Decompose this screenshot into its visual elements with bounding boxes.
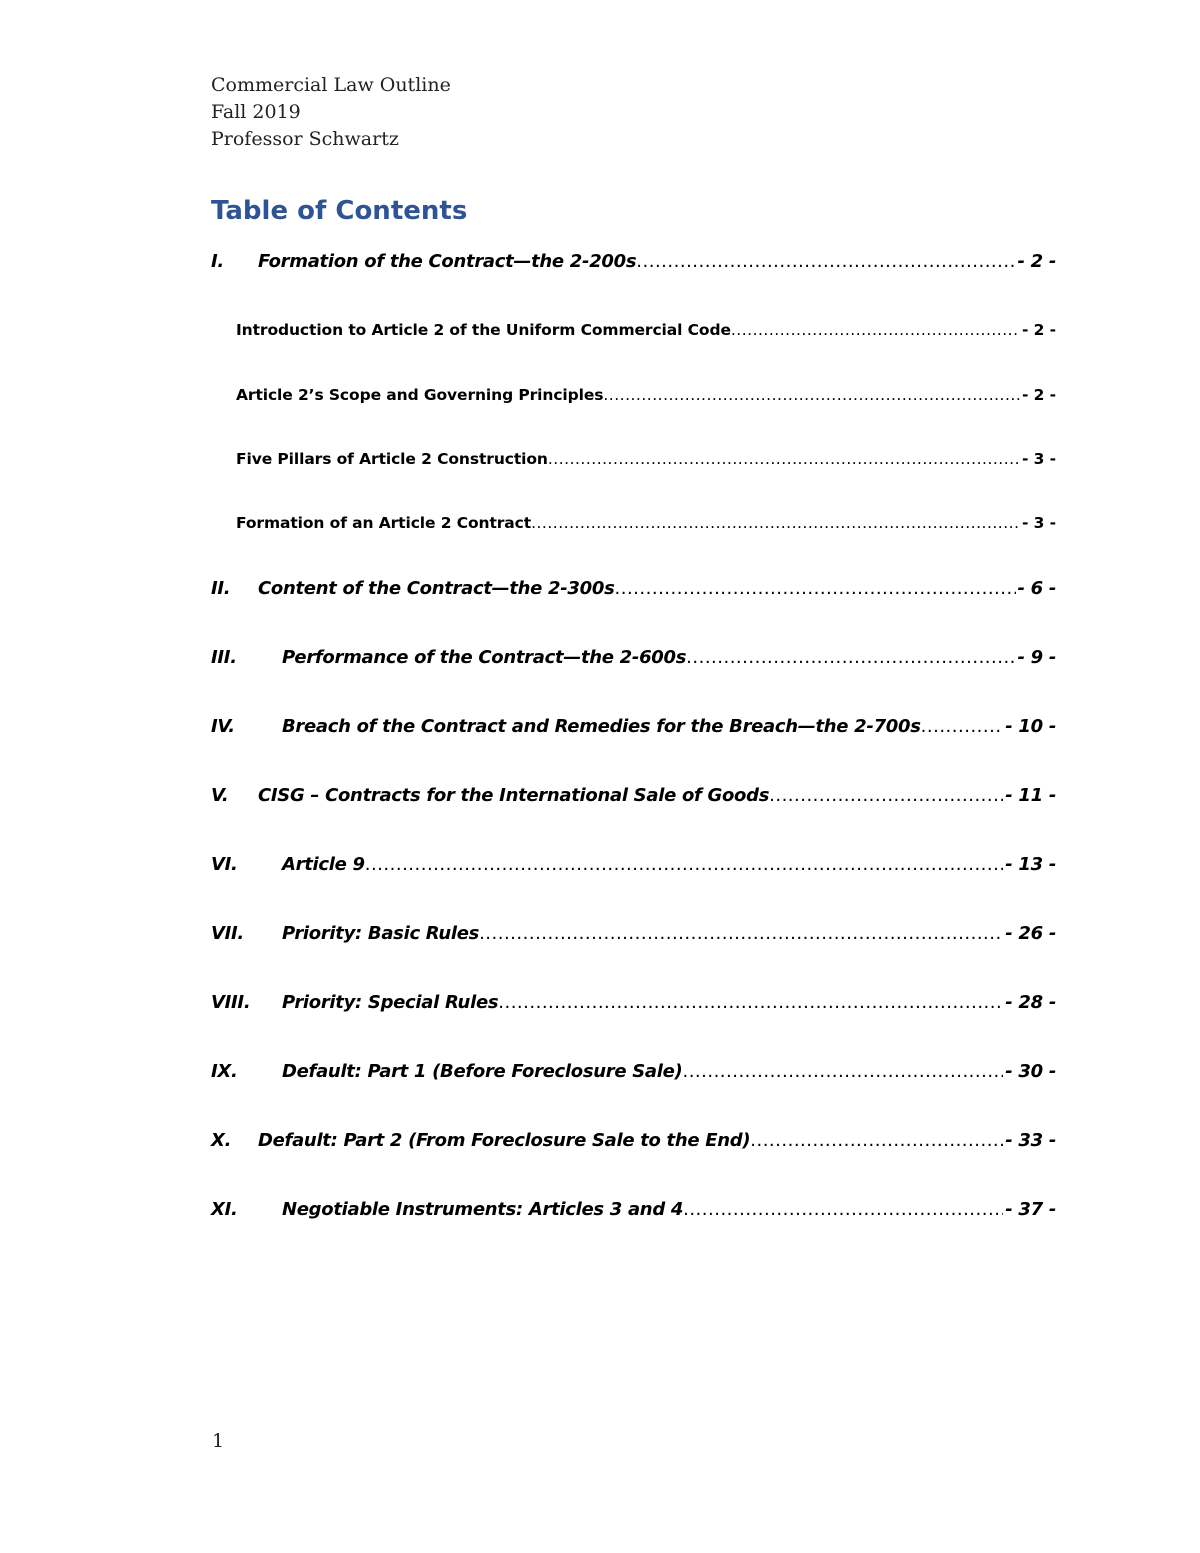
toc-entry-number: VI.: [211, 854, 238, 875]
dot-leader: [769, 785, 1003, 806]
toc-subentry[interactable]: [236, 386, 1056, 404]
toc-entry[interactable]: [211, 854, 1056, 875]
toc-entry-page: - 11 -: [1005, 785, 1056, 806]
dot-leader: [682, 1061, 1003, 1082]
dot-leader: [636, 251, 1015, 272]
toc-entry-number: I.: [211, 251, 224, 272]
toc-entry-title: Default: Part 1 (Before Foreclosure Sale): [282, 1061, 683, 1082]
dot-leader: [548, 450, 1020, 468]
toc-entry[interactable]: [211, 578, 1056, 599]
toc-subentry[interactable]: [236, 321, 1056, 339]
toc-entry-title: Default: Part 2 (From Foreclosure Sale to the End): [258, 1130, 751, 1151]
dot-leader: [615, 578, 1016, 599]
toc-entry[interactable]: [211, 647, 1056, 668]
term: Fall 2019: [211, 101, 301, 123]
toc-subentry[interactable]: [236, 450, 1056, 468]
toc-entry-page: - 9 -: [1017, 647, 1056, 668]
dot-leader: [750, 1130, 1003, 1151]
toc-entry-number: X.: [211, 1130, 232, 1151]
dot-leader: [731, 321, 1020, 339]
toc-entry[interactable]: [211, 923, 1056, 944]
toc-entry[interactable]: [211, 251, 1056, 272]
dot-leader: [683, 1199, 1003, 1220]
toc-entry-page: - 30 -: [1005, 1061, 1056, 1082]
course-title: Commercial Law Outline: [211, 74, 451, 96]
toc-entry[interactable]: [211, 1199, 1056, 1220]
toc-entry-page: - 3 -: [1022, 450, 1056, 468]
toc-entry-number: III.: [211, 647, 237, 668]
toc-entry-number: V.: [211, 785, 229, 806]
toc-entry-page: - 26 -: [1005, 923, 1056, 944]
dot-leader: [498, 992, 1003, 1013]
dot-leader: [479, 923, 1003, 944]
toc-entry-title: Performance of the Contract—the 2-600s: [282, 647, 687, 668]
page-number: 1: [212, 1430, 225, 1452]
dot-leader: [365, 854, 1004, 875]
toc-entry-page: - 2 -: [1017, 251, 1056, 272]
toc-entry[interactable]: [211, 1061, 1056, 1082]
toc-heading: Table of Contents: [211, 196, 468, 226]
dot-leader: [531, 514, 1020, 532]
toc-entry-page: - 2 -: [1022, 386, 1056, 404]
toc-entry-title: Priority: Basic Rules: [282, 923, 480, 944]
dot-leader: [686, 647, 1015, 668]
toc-entry-title: Breach of the Contract and Remedies for the Breach—the 2-700s: [282, 716, 921, 737]
toc-entry-page: - 10 -: [1005, 716, 1056, 737]
toc-subentry[interactable]: [236, 514, 1056, 532]
toc-entry-page: - 3 -: [1022, 514, 1056, 532]
toc-entry-title: CISG – Contracts for the International Sale of Goods: [258, 785, 770, 806]
toc-entry-page: - 28 -: [1005, 992, 1056, 1013]
professor: Professor Schwartz: [211, 128, 399, 150]
toc-entry-title: Content of the Contract—the 2-300s: [258, 578, 615, 599]
toc-entry-title: Article 2’s Scope and Governing Principles: [236, 386, 604, 404]
toc-entry-number: IX.: [211, 1061, 238, 1082]
toc-entry-page: - 13 -: [1005, 854, 1056, 875]
toc-entry-title: Priority: Special Rules: [282, 992, 499, 1013]
toc-entry-title: Introduction to Article 2 of the Uniform Commercial Code: [236, 321, 731, 339]
dot-leader: [603, 386, 1020, 404]
toc-entry-page: - 37 -: [1005, 1199, 1056, 1220]
toc-entry-title: Five Pillars of Article 2 Construction: [236, 450, 548, 468]
toc-entry-number: IV.: [211, 716, 235, 737]
toc-entry-title: Article 9: [282, 854, 365, 875]
toc-entry[interactable]: [211, 1130, 1056, 1151]
toc-entry[interactable]: [211, 785, 1056, 806]
toc-entry-number: VIII.: [211, 992, 251, 1013]
document-header: [211, 72, 451, 153]
toc-entry-number: VII.: [211, 923, 244, 944]
dot-leader: [921, 716, 1004, 737]
toc-entry[interactable]: [211, 716, 1056, 737]
toc-entry-page: - 6 -: [1017, 578, 1056, 599]
toc-entry-title: Formation of the Contract—the 2-200s: [258, 251, 637, 272]
toc-entry-title: Formation of an Article 2 Contract: [236, 514, 532, 532]
toc-entry-page: - 2 -: [1022, 321, 1056, 339]
toc-entry-number: II.: [211, 578, 231, 599]
toc-entry-title: Negotiable Instruments: Articles 3 and 4: [282, 1199, 684, 1220]
toc-entry-number: XI.: [211, 1199, 238, 1220]
toc-entry[interactable]: [211, 992, 1056, 1013]
toc-entry-page: - 33 -: [1005, 1130, 1056, 1151]
